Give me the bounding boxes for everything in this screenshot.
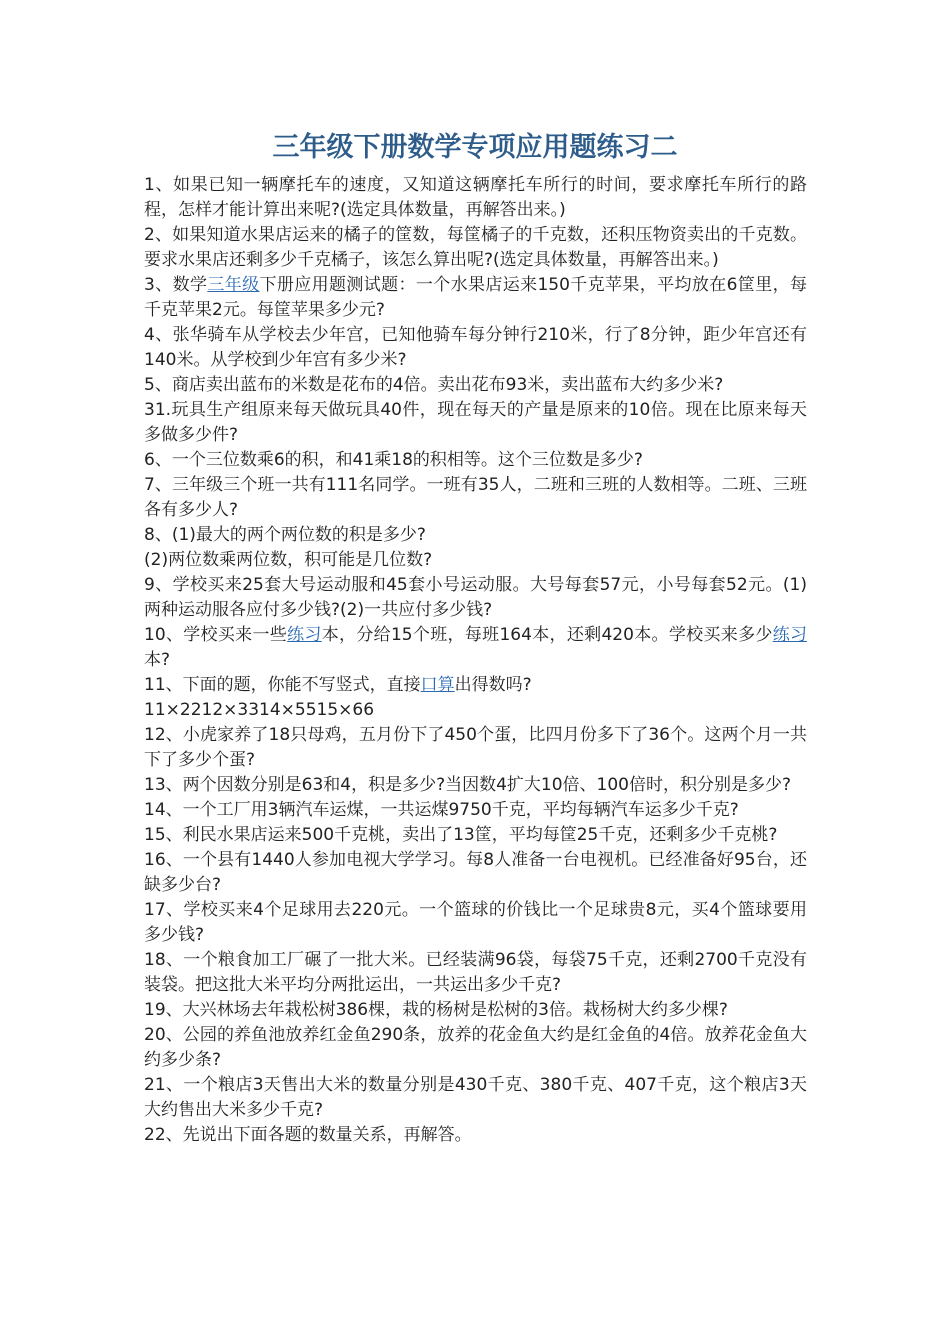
question-paragraph [144, 823, 807, 848]
question-paragraph [144, 898, 807, 948]
question-text: 11、下面的题，你能不写竖式，直接 [144, 675, 421, 695]
question-text: 11×2212×3314×5515×66 [144, 700, 375, 720]
question-text: 18、一个粮食加工厂碾了一批大米。已经装满96袋，每袋75千克，还剩2700千克没有装袋。把这批大米平均分两批运出，一共运出多少千克? [144, 950, 807, 995]
question-text: 10、学校买来一些 [144, 625, 288, 645]
question-paragraph [144, 398, 807, 448]
question-text: 15、利民水果店运来500千克桃，卖出了13筐，平均每筐25千克，还剩多少千克桃? [144, 825, 778, 845]
question-paragraph [144, 523, 807, 548]
question-paragraph [144, 1023, 807, 1073]
question-paragraph [144, 573, 807, 623]
question-text: (2)两位数乘两位数，积可能是几位数? [144, 550, 433, 570]
question-paragraph [144, 698, 807, 723]
question-paragraph [144, 673, 807, 698]
question-paragraph [144, 448, 807, 473]
question-paragraph [144, 773, 807, 798]
question-paragraph [144, 798, 807, 823]
question-text: 1、如果已知一辆摩托车的速度，又知道这辆摩托车所行的时间，要求摩托车所行的路程，怎样才能计算出来呢?(选定具体数量，再解答出来。) [144, 175, 807, 220]
question-text: 21、一个粮店3天售出大米的数量分别是430千克、380千克、407千克，这个粮店3天大约售出大米多少千克? [144, 1075, 807, 1120]
question-paragraph [144, 998, 807, 1023]
question-text: 14、一个工厂用3辆汽车运煤，一共运煤9750千克，平均每辆汽车运多少千克? [144, 800, 739, 820]
question-text: 22、先说出下面各题的数量关系，再解答。 [144, 1125, 472, 1145]
question-text: 8、(1)最大的两个两位数的积是多少? [144, 525, 426, 545]
keyword-link[interactable]: 口算 [420, 675, 455, 695]
question-text: 本? [144, 650, 171, 670]
question-paragraph [144, 623, 807, 673]
question-paragraph [144, 323, 807, 373]
page-title: 三年级下册数学专项应用题练习二 [272, 132, 678, 163]
question-text: 4、张华骑车从学校去少年宫，已知他骑车每分钟行210米，行了8分钟，距少年宫还有140米。从学校到少年宫有多少米? [144, 325, 807, 370]
question-paragraph [144, 848, 807, 898]
keyword-link[interactable]: 三年级 [207, 275, 260, 295]
question-text: 6、一个三位数乘6的积，和41乘18的积相等。这个三位数是多少? [144, 450, 643, 470]
question-text: 19、大兴林场去年栽松树386棵，栽的杨树是松树的3倍。栽杨树大约多少棵? [144, 1000, 728, 1020]
question-paragraph [144, 548, 807, 573]
question-text: 9、学校买来25套大号运动服和45套小号运动服。大号每套57元，小号每套52元。(1)两种运动服各应付多少钱?(2)一共应付多少钱? [144, 575, 807, 620]
question-paragraph [144, 173, 807, 223]
keyword-link[interactable]: 练习 [772, 625, 807, 645]
question-text: 出得数吗? [454, 675, 532, 695]
question-paragraph [144, 1123, 807, 1148]
question-paragraph [144, 373, 807, 398]
question-paragraph [144, 723, 807, 773]
question-text: 16、一个县有1440人参加电视大学学习。每8人准备一台电视机。已经准备好95台，还缺多少台? [144, 850, 807, 895]
question-text: 17、学校买来4个足球用去220元。一个篮球的价钱比一个足球贵8元，买4个篮球要用多少钱? [144, 900, 807, 945]
document-body [144, 173, 807, 1148]
question-text: 7、三年级三个班一共有111名同学。一班有35人，二班和三班的人数相等。二班、三班各有多少人? [144, 475, 807, 520]
question-paragraph [144, 223, 807, 273]
question-text: 12、小虎家养了18只母鸡，五月份下了450个蛋，比四月份多下了36个。这两个月一共下了多少个蛋? [144, 725, 807, 770]
question-text: 下册应用题测试题：一个水果店运来150千克苹果，平均放在6筐里，每千克苹果2元。每筐苹果多少元? [144, 275, 808, 320]
question-text: 20、公园的养鱼池放养红金鱼290条，放养的花金鱼大约是红金鱼的4倍。放养花金鱼大约多少条? [144, 1025, 807, 1070]
question-paragraph [144, 948, 807, 998]
question-text: 13、两个因数分别是63和4，积是多少?当因数4扩大10倍、100倍时，积分别是多少? [144, 775, 792, 795]
keyword-link[interactable]: 练习 [287, 625, 322, 645]
question-text: 3、数学 [144, 275, 208, 295]
question-paragraph [144, 473, 807, 523]
question-paragraph [144, 1073, 807, 1123]
question-paragraph [144, 273, 807, 323]
question-text: 2、如果知道水果店运来的橘子的筐数，每筐橘子的千克数，还积压物资卖出的千克数。要求水果店还剩多少千克橘子，该怎么算出呢?(选定具体数量，再解答出来。) [144, 225, 807, 270]
question-text: 5、商店卖出蓝布的米数是花布的4倍。卖出花布93米，卖出蓝布大约多少米? [144, 375, 724, 395]
question-text: 本，分给15个班，每班164本，还剩420本。学校买来多少 [321, 625, 773, 645]
question-text: 31.玩具生产组原来每天做玩具40件，现在每天的产量是原来的10倍。现在比原来每天多做多少件? [144, 400, 807, 445]
